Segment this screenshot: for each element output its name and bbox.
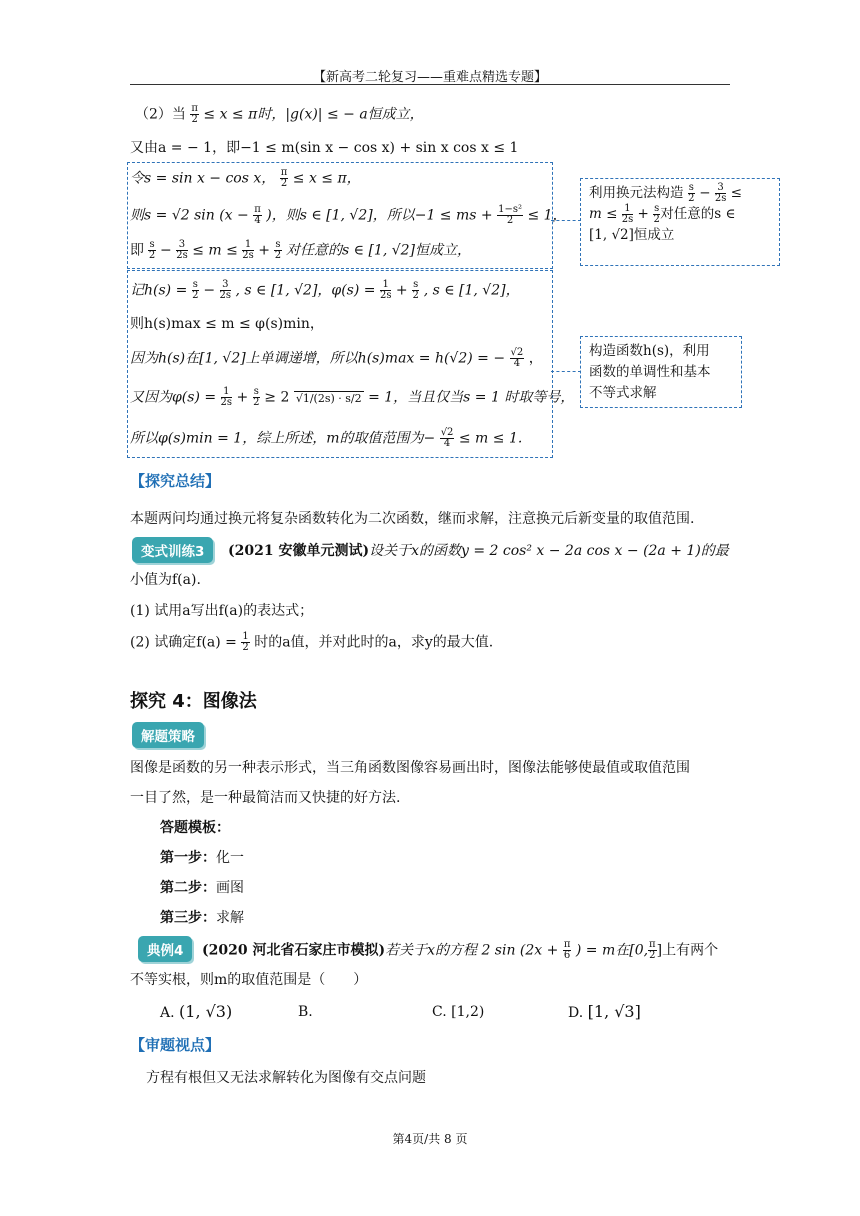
step-1: 第一步：化一 <box>160 850 244 866</box>
summary-heading: 【探究总结】 <box>130 472 221 490</box>
box1-line1: 令s = sin x − cos x， $\frac{\pi}{2}$ ≤ x ≤ π， <box>130 167 361 189</box>
option-a: A. (1, √3) <box>160 1002 233 1021</box>
page-header: 【新高考二轮复习——重难点精选专题】 <box>312 70 547 85</box>
note-box-2: 构造函数h(s)，利用 函数的单调性和基本 不等式求解 <box>580 336 742 408</box>
example4-badge: 典例4 <box>138 936 192 962</box>
box2-line4: 又因为φ(s) = $\frac{1}{2s}$ + $\frac{s}{2}$ ≥ 2 √1/(2s) · s/2 = 1，当且仅当s = 1 时取等号， <box>130 386 575 408</box>
explore4-p1: 图像是函数的另一种表示形式，当三角函数图像容易画出时，图像法能够使最值或取值范围 <box>130 760 690 776</box>
template-label: 答题模板： <box>160 820 230 836</box>
variant3-line1: (2021 安徽单元测试)设关于x的函数y = 2 cos² x − 2a cos x − (2a + 1)的最 <box>228 543 729 559</box>
box2-line2: 则h(s)max ≤ m ≤ φ(s)min， <box>130 316 324 332</box>
frac-pi-2: $\frac{\pi}{2}$ <box>191 103 198 125</box>
example4-line2: 不等实根，则m的取值范围是（ ） <box>130 972 368 988</box>
connector-1 <box>551 220 581 221</box>
variant3-q1: (1) 试用a写出f(a)的表达式； <box>130 603 314 619</box>
variant3-badge: 变式训练3 <box>132 537 213 563</box>
review-text: 方程有根但又无法求解转化为图像有交点问题 <box>146 1070 426 1086</box>
option-c: C. [1,2) <box>432 1004 485 1020</box>
step-2: 第二步：画图 <box>160 880 244 896</box>
explore4-title: 探究 4：图像法 <box>130 691 257 712</box>
part2-line1: （2）当 $\frac{\pi}{2}$ ≤ x ≤ π时，|g(x)| ≤ − a恒成立， <box>135 103 424 125</box>
option-d: D. [1, √3] <box>568 1002 641 1021</box>
step-3: 第三步：求解 <box>160 910 244 926</box>
box2-line1: 记h(s) = $\frac{s}{2}$ − $\frac{3}{2s}$ , s ∈ [1, √2]，φ(s) = $\frac{1}{2s}$ + $\frac{s}{2}$ , s ∈ [1, √2]， <box>130 279 520 301</box>
strategy-badge: 解题策略 <box>132 722 204 748</box>
box2-line5: 所以φ(s)min = 1，综上所述，m的取值范围为− $\frac{√2}{4}$ ≤ m ≤ 1. <box>130 427 523 449</box>
summary-text: 本题两问均通过换元将复杂函数转化为二次函数，继而求解，注意换元后新变量的取值范围. <box>130 511 695 527</box>
connector-2 <box>551 371 581 372</box>
box1-line3: 即 $\frac{s}{2}$ − $\frac{3}{2s}$ ≤ m ≤ $\frac{1}{2s}$ + $\frac{s}{2}$ 对任意的s ∈ [1, √2]恒成立， <box>130 239 472 261</box>
note-box-1: 利用换元法构造 $\frac{s}{2}$ − $\frac{3}{2s}$ ≤ m ≤ $\frac{1}{2s}$ + $\frac{s}{2}$ 对任意的s ∈ [1, √2]恒成立 <box>580 178 780 266</box>
option-b: B. <box>298 1004 313 1020</box>
part2-line2: 又由a = − 1，即−1 ≤ m(sin x − cos x) + sin x cos x ≤ 1 <box>130 140 519 156</box>
page-footer: 第4页/共 8 页 <box>392 1132 468 1146</box>
header-divider <box>130 84 730 85</box>
box1-line2: 则s = √2 sin (x − $\frac{\pi}{4}$ )，则s ∈ [1, √2]，所以−1 ≤ ms + $\frac{\text{1−s²}}{2}$ ≤ 1， <box>130 204 567 226</box>
example4-line1: (2020 河北省石家庄市模拟)若关于x的方程 2 sin (2x + $\frac{\pi}{6}$ ) = m在[0, $\frac{\pi}{2}$ ]上有两个 <box>202 939 719 961</box>
box2-line3: 因为h(s)在[1, √2]上单调递增，所以h(s)max = h(√2) = − $\frac{√2}{4}$ ， <box>130 347 543 369</box>
explore4-p2: 一目了然，是一种最简洁而又快捷的好方法. <box>130 790 401 806</box>
variant3-q2: (2) 试确定f(a) = $\frac{1}{2}$ 时的a值，并对此时的a，求y的最大值. <box>130 631 494 653</box>
review-heading: 【审题视点】 <box>130 1036 221 1054</box>
variant3-line2: 小值为f(a). <box>130 572 201 588</box>
